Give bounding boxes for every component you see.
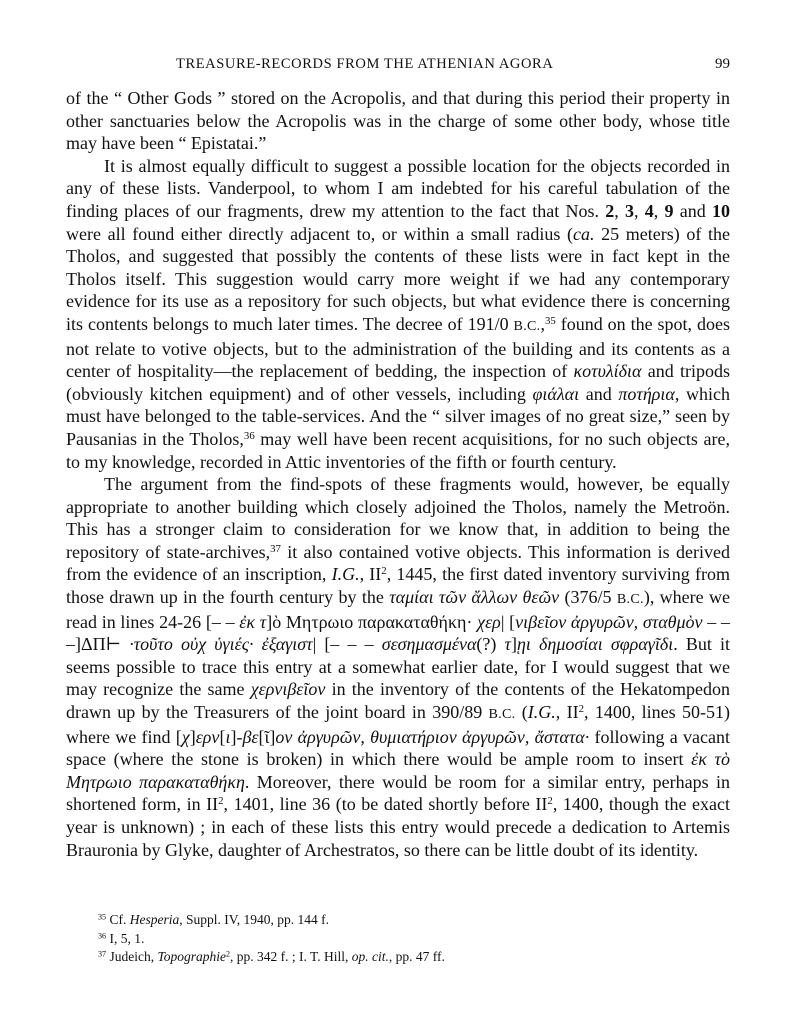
running-header bbox=[66, 56, 730, 78]
footnote-36: $^{36}$ I, 5, 1. bbox=[98, 930, 145, 946]
footnote-35: $^{35}$ Cf. Hesperia, Suppl. IV, 1940, pp. 144 f. bbox=[98, 912, 329, 927]
paragraph-2: It is almost equally difficult to suggest a possible location for the objects recorded in any of these lists. Vanderpool, to whom I am indebted for his careful tabulation of the finding places of our fragments, drew my attention to the fact that Nos. 2, 3, 4, 9 and 10 were all found either directly adjacent to, or within a small radius (ca. 25 meters) of the Tholos, and suggested that possibly the contents of these lists were in fact kept in the Tholos itself. This suggestion would carry more weight if we had any contemporary evidence for its use as a repository for such objects, but what evidence there is concerning its contents belongs to much later times. The decree of 191/0 B.C.,$^{35}$ found on the spot, does not relate to votive objects, but to the administration of the building and its contents as a center of hospitality—the replacement of bedding, the inspection of κοτυλίδια and tripods (obviously kitchen equipment) and of other vessels, including φιάλαι and ποτήρια, which must have belonged to the table-services. And the “ silver images of no great size,” seen by Pausanias in the Tholos,$^{36}$ may well have been recent acquisitions, for no such objects are, to my knowledge, recorded in Attic inventories of the fifth or fourth century. bbox=[66, 155, 731, 472]
paragraph-1: of the “ Other Gods ” stored on the Acropolis, and that during this period their property in other sanctuaries below the Acropolis was in the charge of some other body, whose title may have been “ Epistatai.” bbox=[66, 88, 730, 154]
footnote-ref: 37 bbox=[270, 542, 281, 555]
footnote-37: $^{37}$ Judeich, Topographie$^2$, pp. 342 f. ; I. T. Hill, op. cit., pp. 47 ff. bbox=[98, 949, 445, 964]
fragment-number: 2 bbox=[605, 200, 615, 221]
page-number: 99 bbox=[715, 56, 730, 72]
fragment-number: 10 bbox=[712, 200, 731, 221]
footnotes bbox=[98, 911, 730, 967]
footnote-ref: 36 bbox=[243, 429, 255, 442]
main-text bbox=[66, 87, 730, 861]
fragment-number: 9 bbox=[664, 200, 674, 221]
paragraph-3: The argument from the find-spots of these fragments would, however, be equally appropriate to another building which closely adjoined the Tholos, namely the Metroön. This has a stronger claim to consideration for we know that, in addition to being the repository of state-archives,$^{37}$ it also contained votive objects. This information is derived from the evidence of an inscription, I.G., $II^2$, 1445, the first dated inventory surviving from those drawn up in the fourth century by the ταμίαι τῶν ἄλλων θεῶν (376/5 B.C.), where we read in lines 24-26 [– – ἐκ τ]ὸ Μητρωιο παρακαταθήκη· χερ| [νιβεῖον ἀργυρῶν, σταθμὸν – – –]ΔΠ⊢ ·τοῦτο οὐχ ὑγιές· ἐξαγιστ| [– – – σεσημασμένα(?) τ]ῃι δημοσίαι σφραγῖδι. But it seems possible to trace this entry at a somewhat earlier date, for I would suggest that we may recognize the same χερνιβεῖον in the inventory of the contents of the Hekatompedon drawn up by the Treasurers of the joint board in 390/89 B.C. (I.G., $II^2$, 1400, lines 50-51) where we find [χ]ερν[ι]-βε[ῖ]ον ἀργυρῶν, θυμιατήριον ἀργυρῶν, ἄστατα· following a vacant space (where the stone is broken) in which there would be ample room to insert ἐκ τὸ Μητρωιο παρακαταθήκη. Moreover, there would be room for a similar entry, perhaps in shortened form, in $II^2$, 1401, line 36 (to be dated shortly before $II^2$, 1400, though the exact year is unknown) ; in each of these lists this entry would precede a dedication to Artemis Brauronia by Glyke, daughter of Archestratos, so there can be little doubt of its identity. bbox=[66, 474, 731, 860]
fragment-number: 3 bbox=[624, 200, 634, 221]
footnote-ref: 35 bbox=[544, 315, 556, 327]
fragment-number: 4 bbox=[644, 200, 654, 221]
running-head-title: TREASURE-RECORDS FROM THE ATHENIAN AGORA bbox=[176, 56, 554, 72]
